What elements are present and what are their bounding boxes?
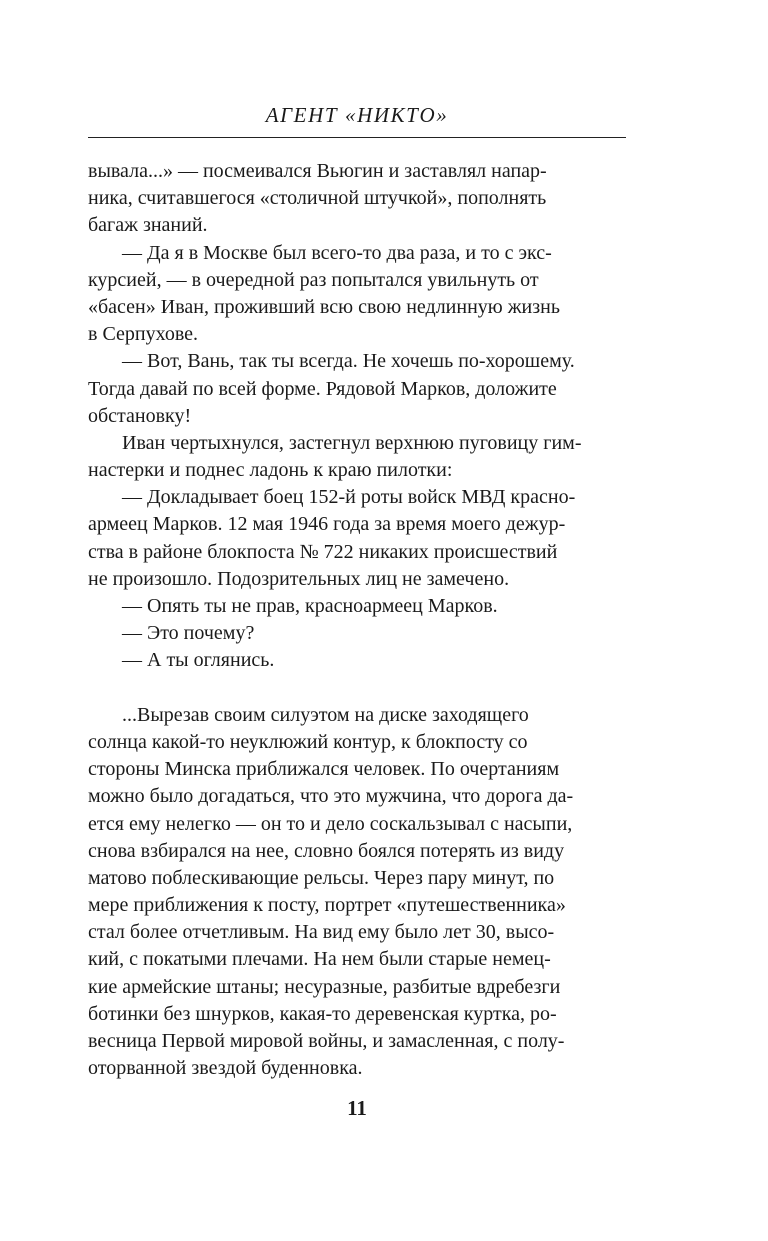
text-line: — А ты оглянись. [122, 649, 275, 672]
text-line: «басен» Иван, проживший всю свою недлинную жизнь [88, 295, 560, 318]
text-line: Иван чертыхнулся, застегнул верхнюю пуговицу гим- [122, 431, 582, 454]
text-line: армеец Марков. 12 мая 1946 года за время моего дежур- [88, 513, 566, 536]
text-line: ...Вырезав своим силуэтом на диске заходящего [122, 703, 529, 726]
text-line: — Это почему? [122, 622, 255, 645]
text-line: обстановку! [88, 404, 192, 427]
text-line: — Опять ты не прав, красноармеец Марков. [122, 595, 498, 617]
text-line: курсией, — в очередной раз попытался увильнуть от [88, 268, 539, 291]
text-line: снова взбирался на нее, словно боялся потерять из виду [88, 839, 565, 862]
text-line: матово поблескивающие рельсы. Через пару минут, по [88, 866, 555, 889]
text-line: можно было догадаться, что это мужчина, что дорога да- [88, 785, 574, 808]
text-line: ется ему нелегко — он то и дело соскальзывал с насыпи, [88, 812, 573, 835]
text-line: ника, считавшегося «столичной штучкой», пополнять [88, 187, 547, 210]
text-line: в Серпухове. [88, 323, 199, 346]
text-line: багаж знаний. [88, 214, 208, 237]
text-line: — Да я в Москве был всего-то два раза, и то с экс- [122, 241, 552, 264]
header-rule [88, 137, 626, 138]
text-line: — Докладывает боец 152-й роты войск МВД красно- [122, 486, 576, 509]
text-line: мере приближения к посту, портрет «путешественника» [88, 894, 566, 917]
text-line: — Вот, Вань, так ты всегда. Не хочешь по-хорошему. [122, 350, 575, 373]
text-line: кий, с покатыми плечами. На нем были старые немец- [88, 948, 551, 971]
text-line: солнца какой-то неуклюжий контур, к блокпосту со [88, 730, 528, 753]
text-line: настерки и поднес ладонь к краю пилотки: [88, 459, 453, 482]
text-line: вывала...» — посмеивался Вьюгин и заставлял напар- [88, 160, 547, 182]
text-line: ботинки без шнурков, какая-то деревенская куртка, ро- [88, 1002, 557, 1025]
page-number: 11 [347, 1096, 367, 1120]
text-line: Тогда давай по всей форме. Рядовой Марков, доложите [88, 377, 557, 400]
text-line: не произошло. Подозрительных лиц не замечено. [88, 567, 510, 590]
text-line: стал более отчетливым. На вид ему было лет 30, высо- [88, 921, 555, 944]
text-line: весница Первой мировой войны, и замасленная, с полу- [88, 1030, 565, 1052]
text-line: ства в районе блокпоста № 722 никаких происшествий [88, 540, 558, 563]
running-header: АГЕНТ «НИКТО» [265, 103, 449, 127]
text-line: оторванной звездой буденновка. [88, 1057, 363, 1080]
text-line: стороны Минска приближался человек. По очертаниям [88, 758, 560, 781]
page-body [88, 158, 626, 1082]
section-break [88, 675, 626, 702]
text-line: кие армейские штаны; несуразные, разбитые вдребезги [88, 975, 561, 998]
